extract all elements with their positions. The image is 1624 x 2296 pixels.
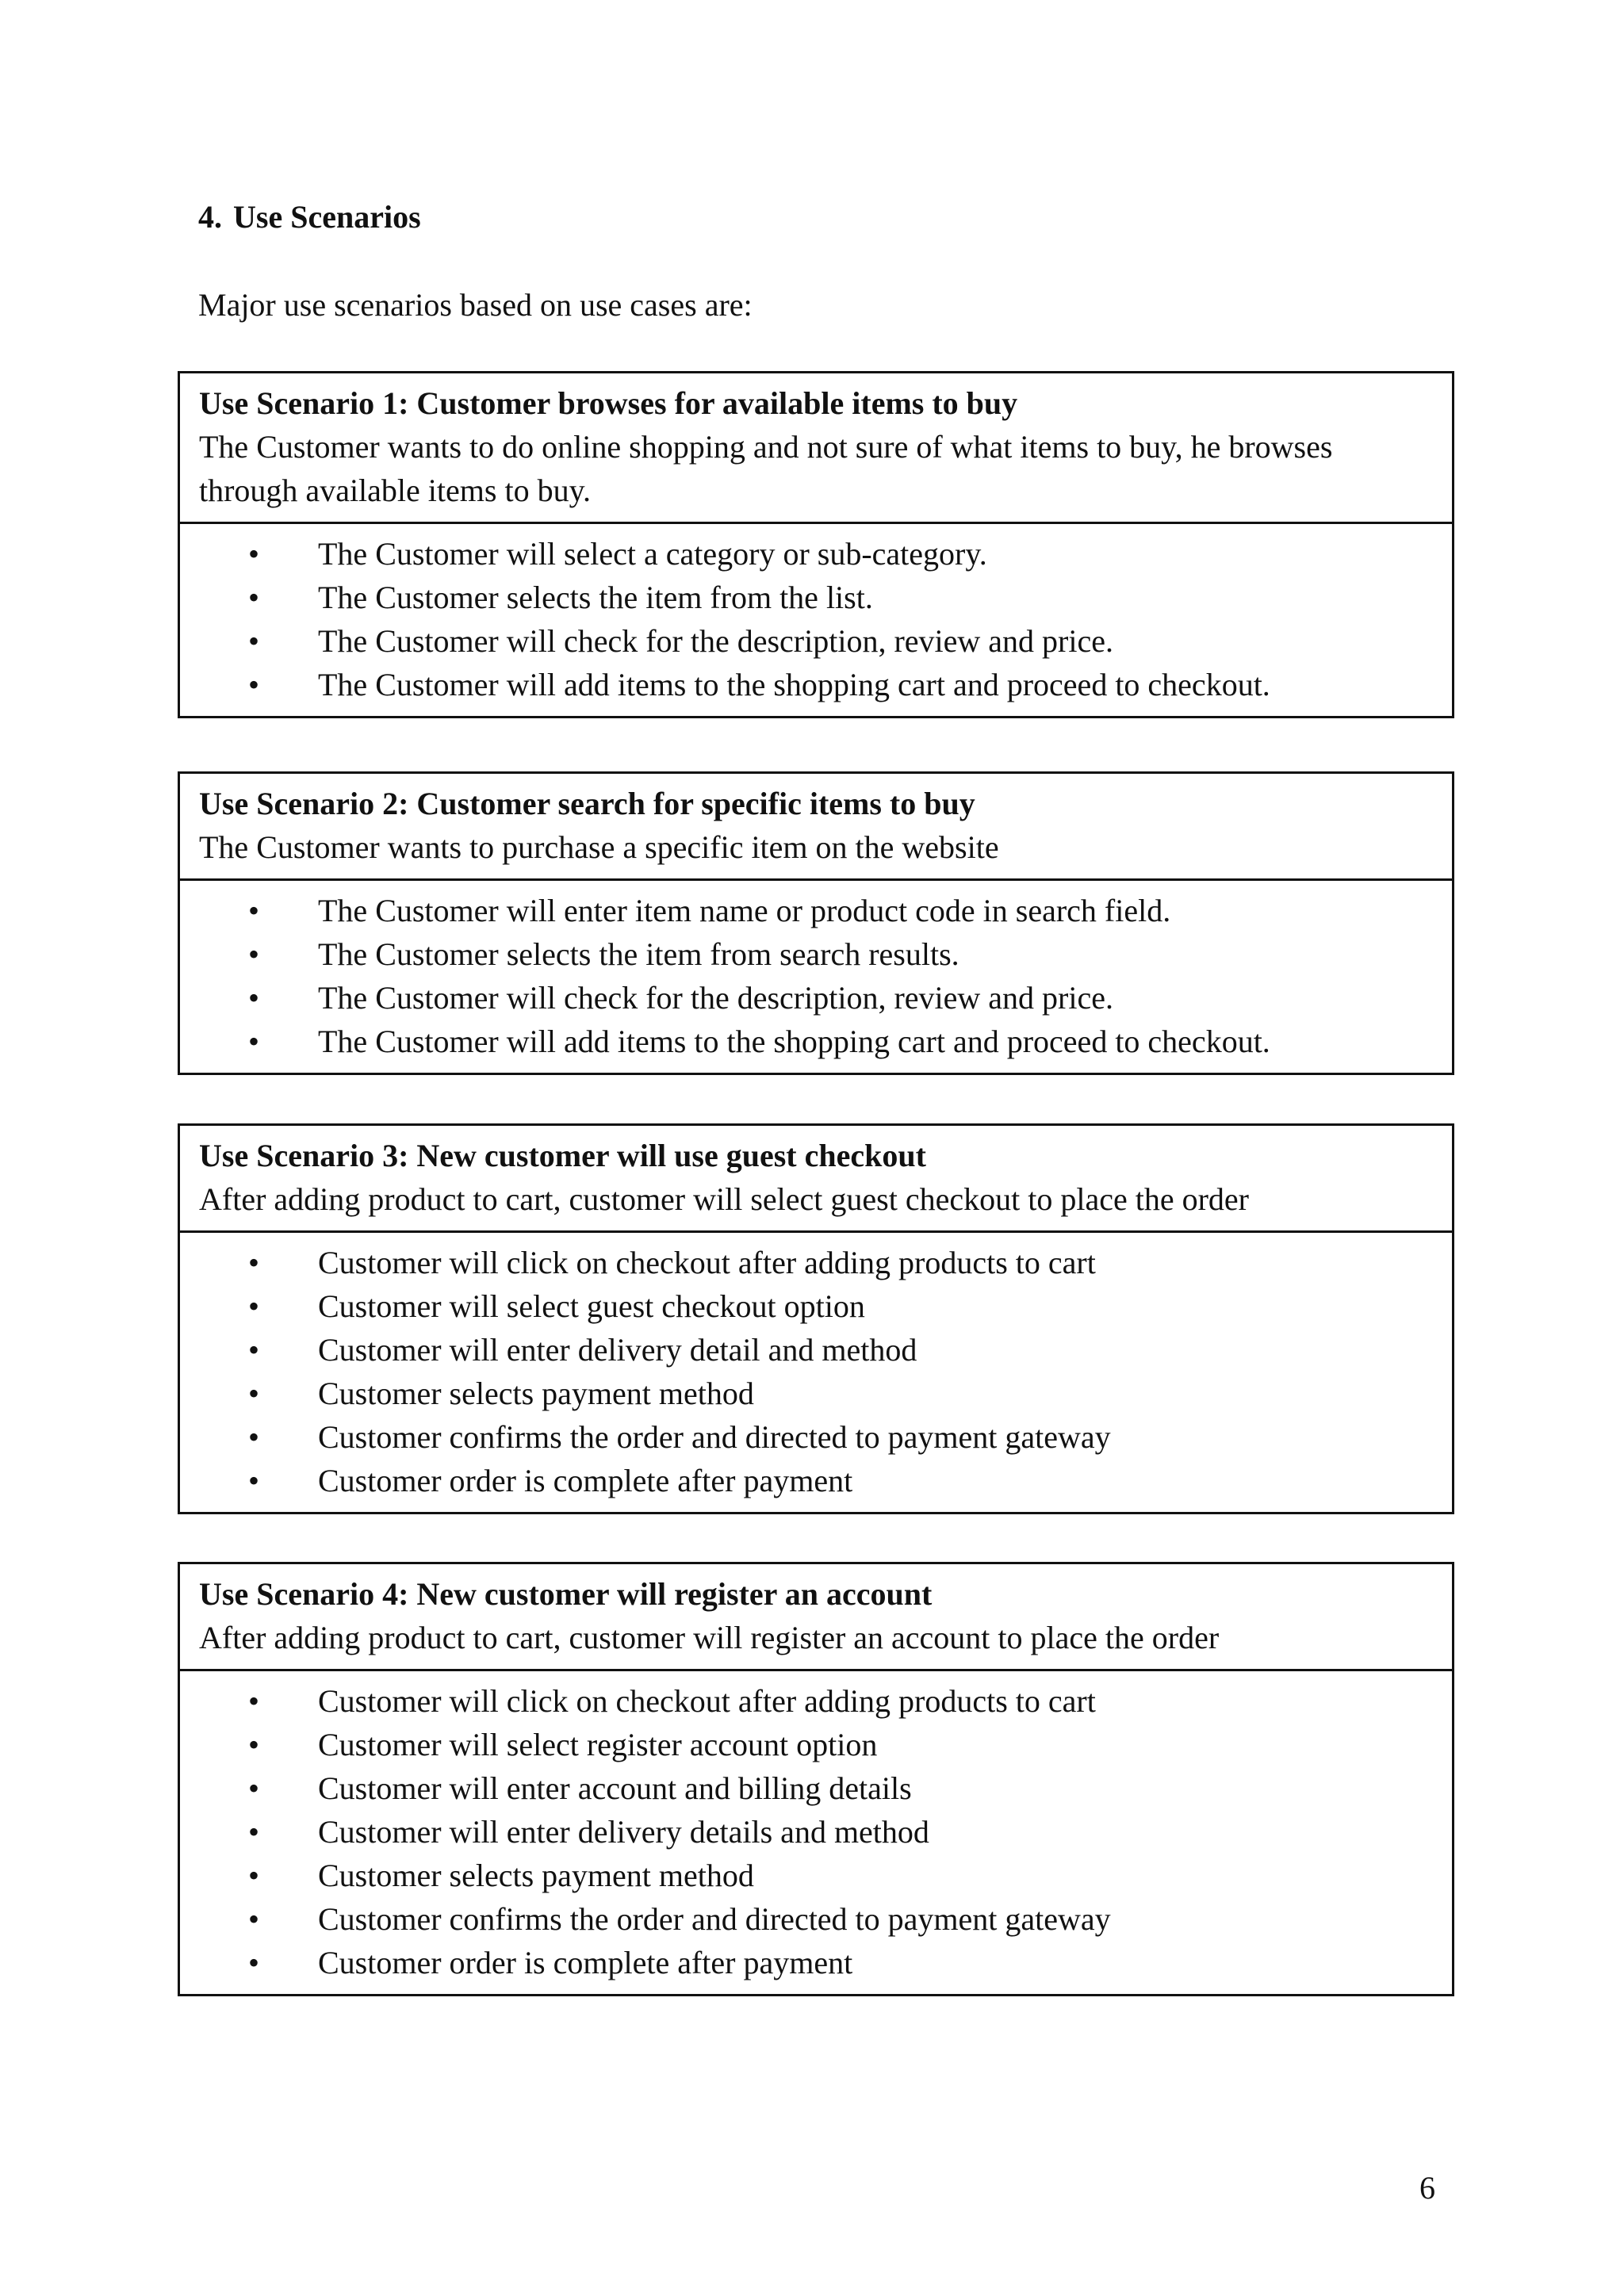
step-text: Customer selects payment method	[318, 1376, 754, 1411]
scenario-step	[199, 1328, 1433, 1372]
step-text: The Customer selects the item from search results.	[318, 936, 959, 972]
step-text: The Customer will enter item name or product code in search field.	[318, 893, 1171, 928]
page-number: 6	[1419, 2170, 1435, 2206]
scenario-steps	[180, 881, 1452, 1073]
scenario-step	[199, 1284, 1433, 1328]
step-text: Customer will select guest checkout option	[318, 1288, 865, 1324]
bullet-icon: •	[248, 536, 260, 572]
bullet-icon: •	[248, 1376, 260, 1411]
scenario-step	[199, 976, 1433, 1020]
bullet-icon: •	[248, 1245, 260, 1280]
step-text: Customer order is complete after payment	[318, 1945, 853, 1980]
scenario-description: After adding product to cart, customer will register an account to place the order	[199, 1620, 1220, 1655]
scenario-title: Use Scenario 2: Customer search for specific items to buy	[199, 786, 975, 821]
section-number: 4.	[198, 199, 222, 235]
scenario-description: The Customer wants to purchase a specific item on the website	[199, 829, 999, 865]
step-text: The Customer will check for the description, review and price.	[318, 623, 1113, 659]
scenario-step	[199, 1941, 1433, 1984]
step-text: Customer confirms the order and directed to payment gateway	[318, 1419, 1111, 1455]
step-text: Customer selects payment method	[318, 1858, 754, 1893]
scenario-step	[199, 1241, 1433, 1284]
scenario-step	[199, 889, 1433, 932]
step-text: The Customer will add items to the shopping cart and proceed to checkout.	[318, 667, 1270, 702]
scenario-title: Use Scenario 4: New customer will register an account	[199, 1576, 933, 1612]
scenario-step	[199, 663, 1433, 706]
bullet-icon: •	[248, 1945, 260, 1980]
section-intro: Major use scenarios based on use cases are:	[198, 287, 753, 323]
use-scenario-3-box	[178, 1123, 1454, 1514]
step-text: The Customer selects the item from the list.	[318, 580, 873, 615]
bullet-icon: •	[248, 1858, 260, 1893]
scenario-step	[199, 576, 1433, 619]
section-heading	[198, 197, 421, 238]
scenario-step	[199, 532, 1433, 576]
scenario-header	[180, 373, 1452, 524]
scenario-step	[199, 1459, 1433, 1502]
bullet-icon: •	[248, 1727, 260, 1762]
step-text: Customer order is complete after payment	[318, 1463, 853, 1498]
scenario-title: Use Scenario 1: Customer browses for available items to buy	[199, 385, 1018, 421]
scenario-title: Use Scenario 3: New customer will use guest checkout	[199, 1138, 926, 1173]
use-scenario-1-box	[178, 371, 1454, 718]
bullet-icon: •	[248, 580, 260, 615]
use-scenario-2-box	[178, 771, 1454, 1075]
scenario-step	[199, 619, 1433, 663]
scenario-steps	[180, 524, 1452, 716]
bullet-icon: •	[248, 1024, 260, 1059]
bullet-icon: •	[248, 980, 260, 1016]
bullet-icon: •	[248, 1332, 260, 1368]
scenario-steps	[180, 1233, 1452, 1512]
bullet-icon: •	[248, 623, 260, 659]
scenario-step	[199, 1766, 1433, 1810]
bullet-icon: •	[248, 1288, 260, 1324]
scenario-step	[199, 1020, 1433, 1063]
step-text: Customer will enter account and billing details	[318, 1770, 912, 1806]
section-title: Use Scenarios	[233, 199, 421, 235]
step-text: The Customer will check for the description, review and price.	[318, 980, 1113, 1016]
scenario-description: The Customer wants to do online shopping and not sure of what items to buy, he browses through available items to buy.	[199, 429, 1333, 508]
scenario-header	[180, 1564, 1452, 1671]
bullet-icon: •	[248, 936, 260, 972]
step-text: The Customer will select a category or sub-category.	[318, 536, 987, 572]
scenario-step	[199, 932, 1433, 976]
bullet-icon: •	[248, 893, 260, 928]
step-text: Customer will enter delivery details and method	[318, 1814, 929, 1850]
step-text: Customer will select register account option	[318, 1727, 878, 1762]
use-scenario-4-box	[178, 1562, 1454, 1996]
bullet-icon: •	[248, 1901, 260, 1937]
scenario-header	[180, 1126, 1452, 1233]
bullet-icon: •	[248, 1463, 260, 1498]
scenario-description: After adding product to cart, customer will select guest checkout to place the order	[199, 1181, 1249, 1217]
step-text: The Customer will add items to the shopping cart and proceed to checkout.	[318, 1024, 1270, 1059]
step-text: Customer will click on checkout after adding products to cart	[318, 1245, 1096, 1280]
bullet-icon: •	[248, 1814, 260, 1850]
scenario-step	[199, 1854, 1433, 1897]
scenario-header	[180, 774, 1452, 881]
step-text: Customer confirms the order and directed to payment gateway	[318, 1901, 1111, 1937]
scenario-step	[199, 1372, 1433, 1415]
bullet-icon: •	[248, 1770, 260, 1806]
scenario-steps	[180, 1671, 1452, 1994]
step-text: Customer will enter delivery detail and method	[318, 1332, 917, 1368]
scenario-step	[199, 1723, 1433, 1766]
bullet-icon: •	[248, 1419, 260, 1455]
step-text: Customer will click on checkout after adding products to cart	[318, 1683, 1096, 1719]
scenario-step	[199, 1679, 1433, 1723]
scenario-step	[199, 1810, 1433, 1854]
scenario-step	[199, 1897, 1433, 1941]
bullet-icon: •	[248, 1683, 260, 1719]
bullet-icon: •	[248, 667, 260, 702]
scenario-step	[199, 1415, 1433, 1459]
